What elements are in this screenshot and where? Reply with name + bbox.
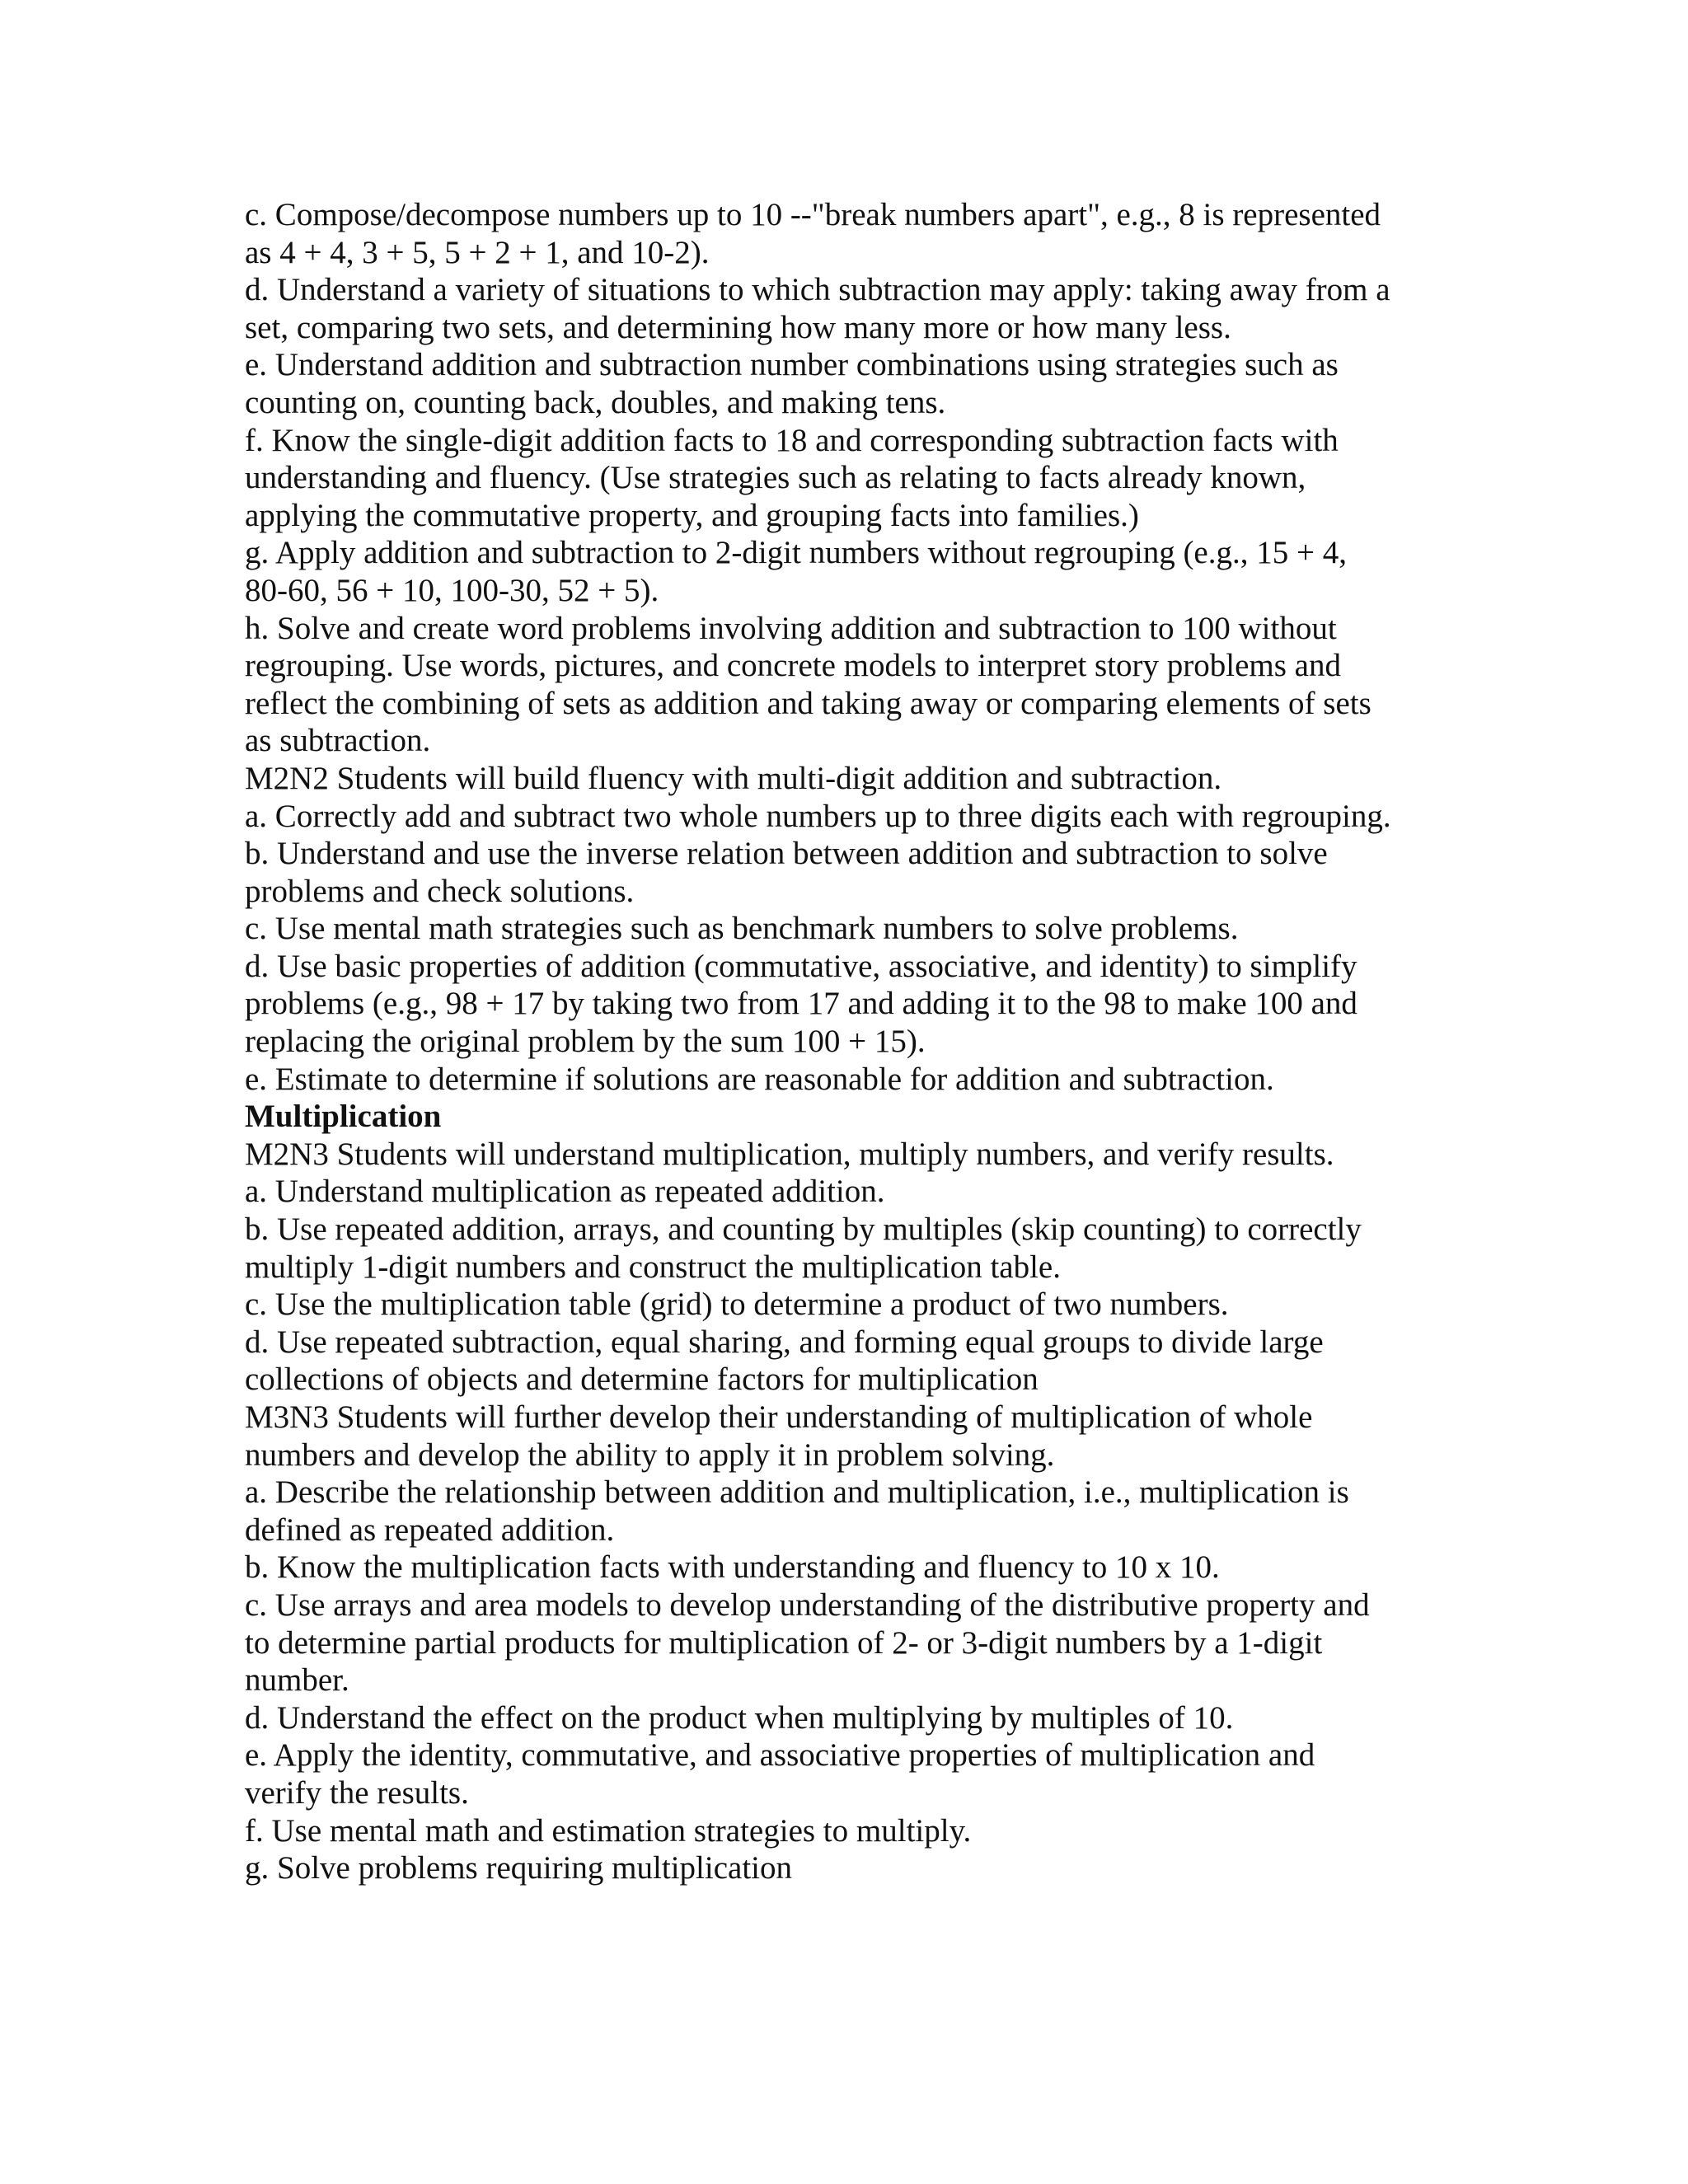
text-line: problems (e.g., 98 + 17 by taking two from 17 and adding it to the 98 to make 100 and: [245, 986, 1357, 1022]
text-line: to determine partial products for multiplication of 2- or 3-digit numbers by a 1-digit: [245, 1624, 1323, 1661]
text-line: number.: [245, 1662, 349, 1699]
text-line: b. Know the multiplication facts with understanding and fluency to 10 x 10.: [245, 1549, 1220, 1586]
text-line: f. Know the single-digit addition facts to 18 and corresponding subtraction facts with: [245, 422, 1339, 458]
text-line: a. Describe the relationship between addition and multiplication, i.e., multiplication is: [245, 1474, 1349, 1511]
text-line: counting on, counting back, doubles, and making tens.: [245, 384, 946, 420]
text-line: M2N3 Students will understand multiplication, multiply numbers, and verify results.: [245, 1136, 1334, 1172]
text-line: g. Solve problems requiring multiplication: [245, 1850, 792, 1886]
text-line: f. Use mental math and estimation strategies to multiply.: [245, 1812, 972, 1849]
document-text-body: [245, 196, 1448, 1887]
text-line: as subtraction.: [245, 723, 431, 759]
text-line: collections of objects and determine factors for multiplication: [245, 1361, 1039, 1398]
text-line: c. Use mental math strategies such as benchmark numbers to solve problems.: [245, 911, 1239, 947]
text-line: applying the commutative property, and grouping facts into families.): [245, 497, 1139, 533]
text-line: a. Understand multiplication as repeated addition.: [245, 1174, 885, 1210]
text-line: e. Apply the identity, commutative, and associative properties of multiplication and: [245, 1737, 1315, 1774]
text-line: g. Apply addition and subtraction to 2-digit numbers without regrouping (e.g., 15 + 4,: [245, 535, 1347, 571]
text-line: c. Compose/decompose numbers up to 10 --"break numbers apart", e.g., 8 is represented: [245, 197, 1381, 232]
text-line: set, comparing two sets, and determining how many more or how many less.: [245, 309, 1231, 345]
text-line: defined as repeated addition.: [245, 1511, 615, 1548]
text-line: M3N3 Students will further develop their understanding of multiplication of whole: [245, 1399, 1313, 1435]
text-line: h. Solve and create word problems involving addition and subtraction to 100 without: [245, 610, 1337, 646]
text-line: replacing the original problem by the sum 100 + 15).: [245, 1024, 926, 1060]
text-line: d. Understand the effect on the product when multiplying by multiples of 10.: [245, 1699, 1234, 1736]
text-line: c. Use arrays and area models to develop understanding of the distributive property and: [245, 1586, 1370, 1623]
text-line: problems and check solutions.: [245, 873, 635, 909]
text-line: c. Use the multiplication table (grid) to determine a product of two numbers.: [245, 1286, 1229, 1323]
text-line: numbers and develop the ability to apply it in problem solving.: [245, 1436, 1055, 1473]
document-page: [245, 196, 1448, 1887]
text-line: 80-60, 56 + 10, 100-30, 52 + 5).: [245, 572, 659, 608]
text-line: a. Correctly add and subtract two whole numbers up to three digits each with regrouping.: [245, 798, 1391, 834]
text-line: d. Understand a variety of situations to which subtraction may apply: taking away from a: [245, 272, 1390, 308]
text-line: verify the results.: [245, 1774, 469, 1811]
text-line: b. Understand and use the inverse relation between addition and subtraction to solve: [245, 836, 1328, 872]
text-line: as 4 + 4, 3 + 5, 5 + 2 + 1, and 10-2).: [245, 234, 710, 270]
section-heading: Multiplication: [245, 1099, 442, 1135]
text-line: e. Understand addition and subtraction number combinations using strategies such as: [245, 347, 1339, 383]
text-line: multiply 1-digit numbers and construct the multiplication table.: [245, 1249, 1061, 1285]
text-line: d. Use basic properties of addition (commutative, associative, and identity) to simplify: [245, 948, 1357, 984]
text-line: e. Estimate to determine if solutions are reasonable for addition and subtraction.: [245, 1061, 1274, 1097]
text-line: M2N2 Students will build fluency with multi-digit addition and subtraction.: [245, 760, 1222, 796]
text-line: b. Use repeated addition, arrays, and counting by multiples (skip counting) to correctly: [245, 1212, 1362, 1248]
text-line: understanding and fluency. (Use strategies such as relating to facts already known,: [245, 460, 1306, 496]
text-line: d. Use repeated subtraction, equal sharing, and forming equal groups to divide large: [245, 1324, 1324, 1360]
text-line: regrouping. Use words, pictures, and concrete models to interpret story problems and: [245, 648, 1341, 684]
text-line: reflect the combining of sets as addition and taking away or comparing elements of sets: [245, 685, 1372, 721]
